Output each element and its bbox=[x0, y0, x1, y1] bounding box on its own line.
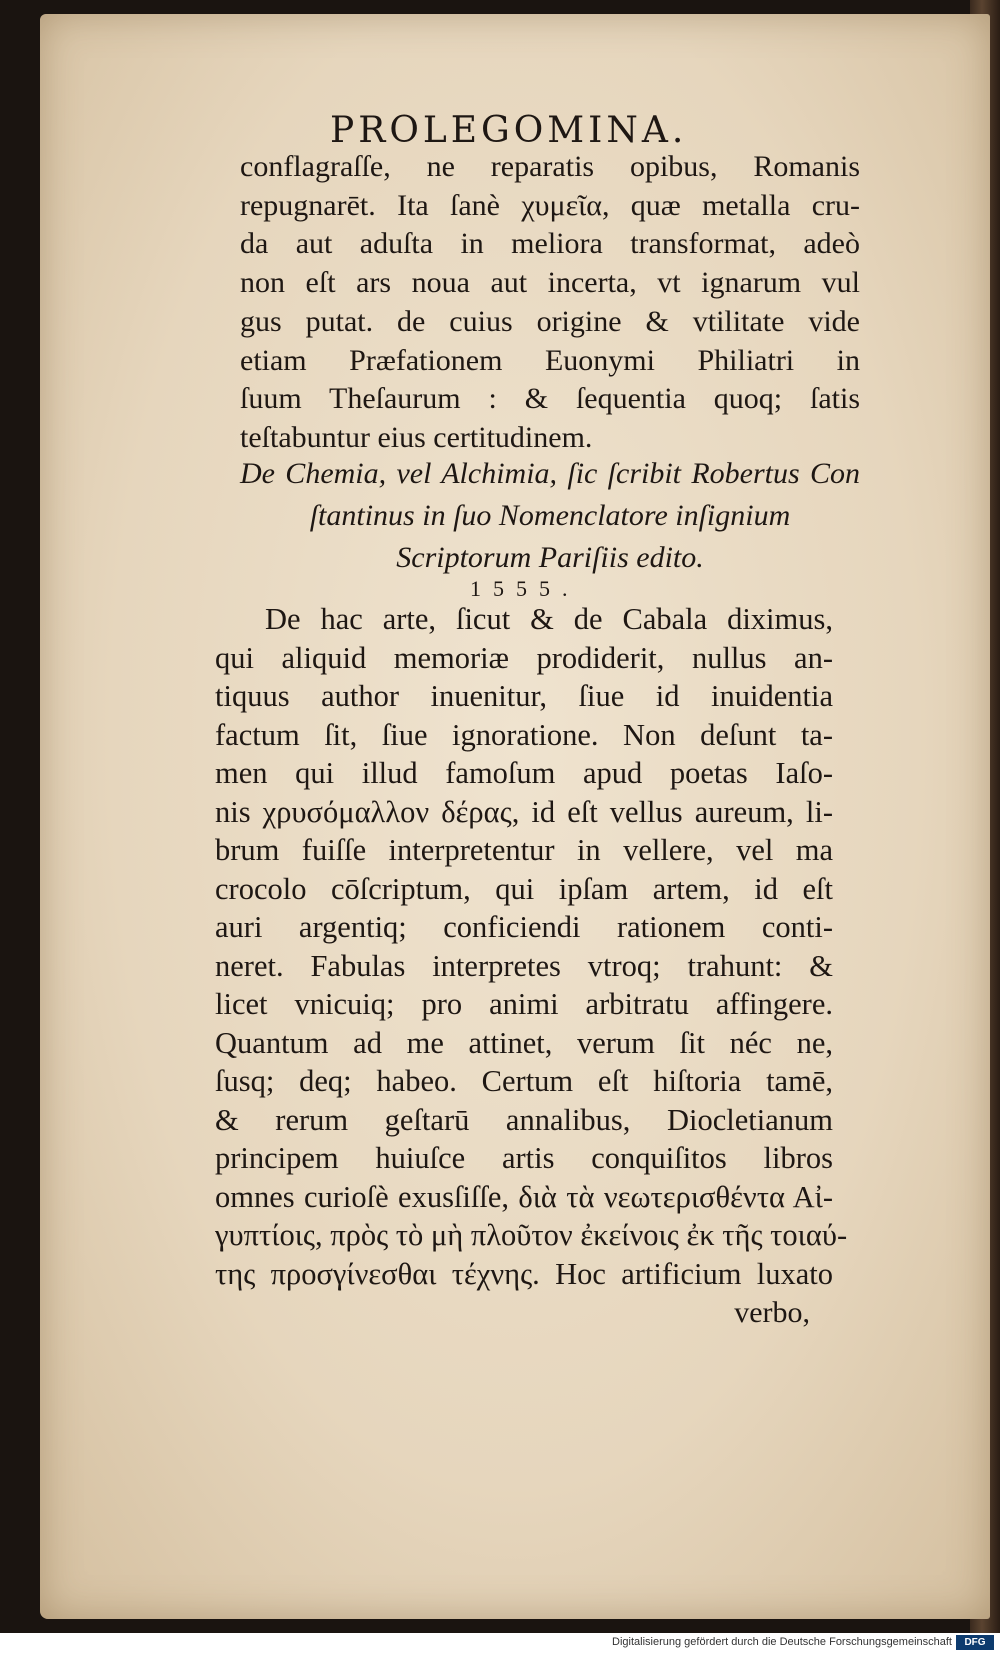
catchword: verbo, bbox=[734, 1296, 810, 1329]
text-line: repugnarēt. Ita ſanè χυμεῖα, quæ metalla cru- bbox=[240, 188, 860, 222]
text-line: teſtabuntur eius certitudinem. bbox=[240, 420, 593, 454]
text-line: principem huiuſce artis conquiſitos libros bbox=[215, 1141, 833, 1175]
text-line: men qui illud famoſum apud poetas Iaſo- bbox=[215, 756, 833, 790]
text-line: & rerum geſtarū annalibus, Diocletianum bbox=[215, 1102, 833, 1137]
text-line: auri argentiq; conficiendi rationem conti- bbox=[215, 910, 833, 944]
text-line: factum ſit, ſiue ignoratione. Non deſunt ta- bbox=[215, 717, 833, 752]
paragraph-1 bbox=[240, 148, 860, 458]
text-line: da aut aduſta in meliora transformat, adeò bbox=[240, 227, 860, 261]
running-header: PROLEGOMINA. bbox=[330, 110, 688, 151]
text-line: brum fuiſſe interpretentur in vellere, vel ma bbox=[215, 833, 833, 867]
heading-line: De Chemia, vel Alchimia, ſic ſcribit Robertus Con bbox=[240, 457, 860, 490]
text-line: gus putat. de cuius origine & vtilitate vide bbox=[240, 304, 860, 338]
text-line: Quantum ad me attinet, verum ſit néc ne, bbox=[215, 1025, 833, 1060]
text-line: qui aliquid memoriæ prodiderit, nullus an- bbox=[215, 640, 833, 675]
text-line: crocolo cōſcriptum, qui ipſam artem, id eſt bbox=[215, 871, 833, 906]
text-line: γυπτίοις, πρὸς τὸ μὴ πλοῦτον ἐκείνοις ἐκ τῆς τοιαύ- bbox=[215, 1218, 848, 1252]
text-line: tiquus author inuenitur, ſiue id inuidentia bbox=[215, 679, 833, 713]
text-line: De hac arte, ſicut & de Cabala diximus, bbox=[265, 602, 833, 636]
text-line: της προσγίνεσθαι τέχνης. Hoc artificium luxato bbox=[215, 1256, 833, 1291]
year-label: 1555. bbox=[470, 576, 580, 601]
heading-line: Scriptorum Pariſiis edito. bbox=[396, 541, 704, 574]
text-line: non eſt ars noua aut incerta, vt ignarum vul bbox=[240, 266, 860, 300]
text-line: conflagraſſe, ne reparatis opibus, Romanis bbox=[240, 150, 860, 183]
text-line: ſusq; deq; habeo. Certum eſt hiſtoria tamē, bbox=[215, 1064, 833, 1098]
text-line: nis χρυσόμαλλον δέρας, id eſt vellus aureum, li- bbox=[215, 794, 833, 829]
text-line: omnes curioſè exusſiſſe, διὰ τὰ νεωτερισθέντα Αἰ- bbox=[215, 1179, 833, 1214]
text-line: neret. Fabulas interpretes vtroq; trahunt: & bbox=[215, 948, 833, 983]
italic-heading bbox=[240, 453, 860, 579]
text-line: licet vnicuiq; pro animi arbitratu affingere. bbox=[215, 987, 833, 1021]
paragraph-2 bbox=[215, 600, 848, 1293]
dfg-logo: DFG bbox=[956, 1635, 994, 1650]
funding-credit: Digitalisierung gefördert durch die Deutsche Forschungsgemeinschaft bbox=[612, 1636, 952, 1648]
heading-line: ſtantinus in ſuo Nomenclatore inſignium bbox=[309, 499, 791, 532]
text-line: ſuum Theſaurum : & ſequentia quoq; ſatis bbox=[240, 382, 860, 416]
text-line: etiam Præfationem Euonymi Philiatri in bbox=[240, 343, 860, 377]
